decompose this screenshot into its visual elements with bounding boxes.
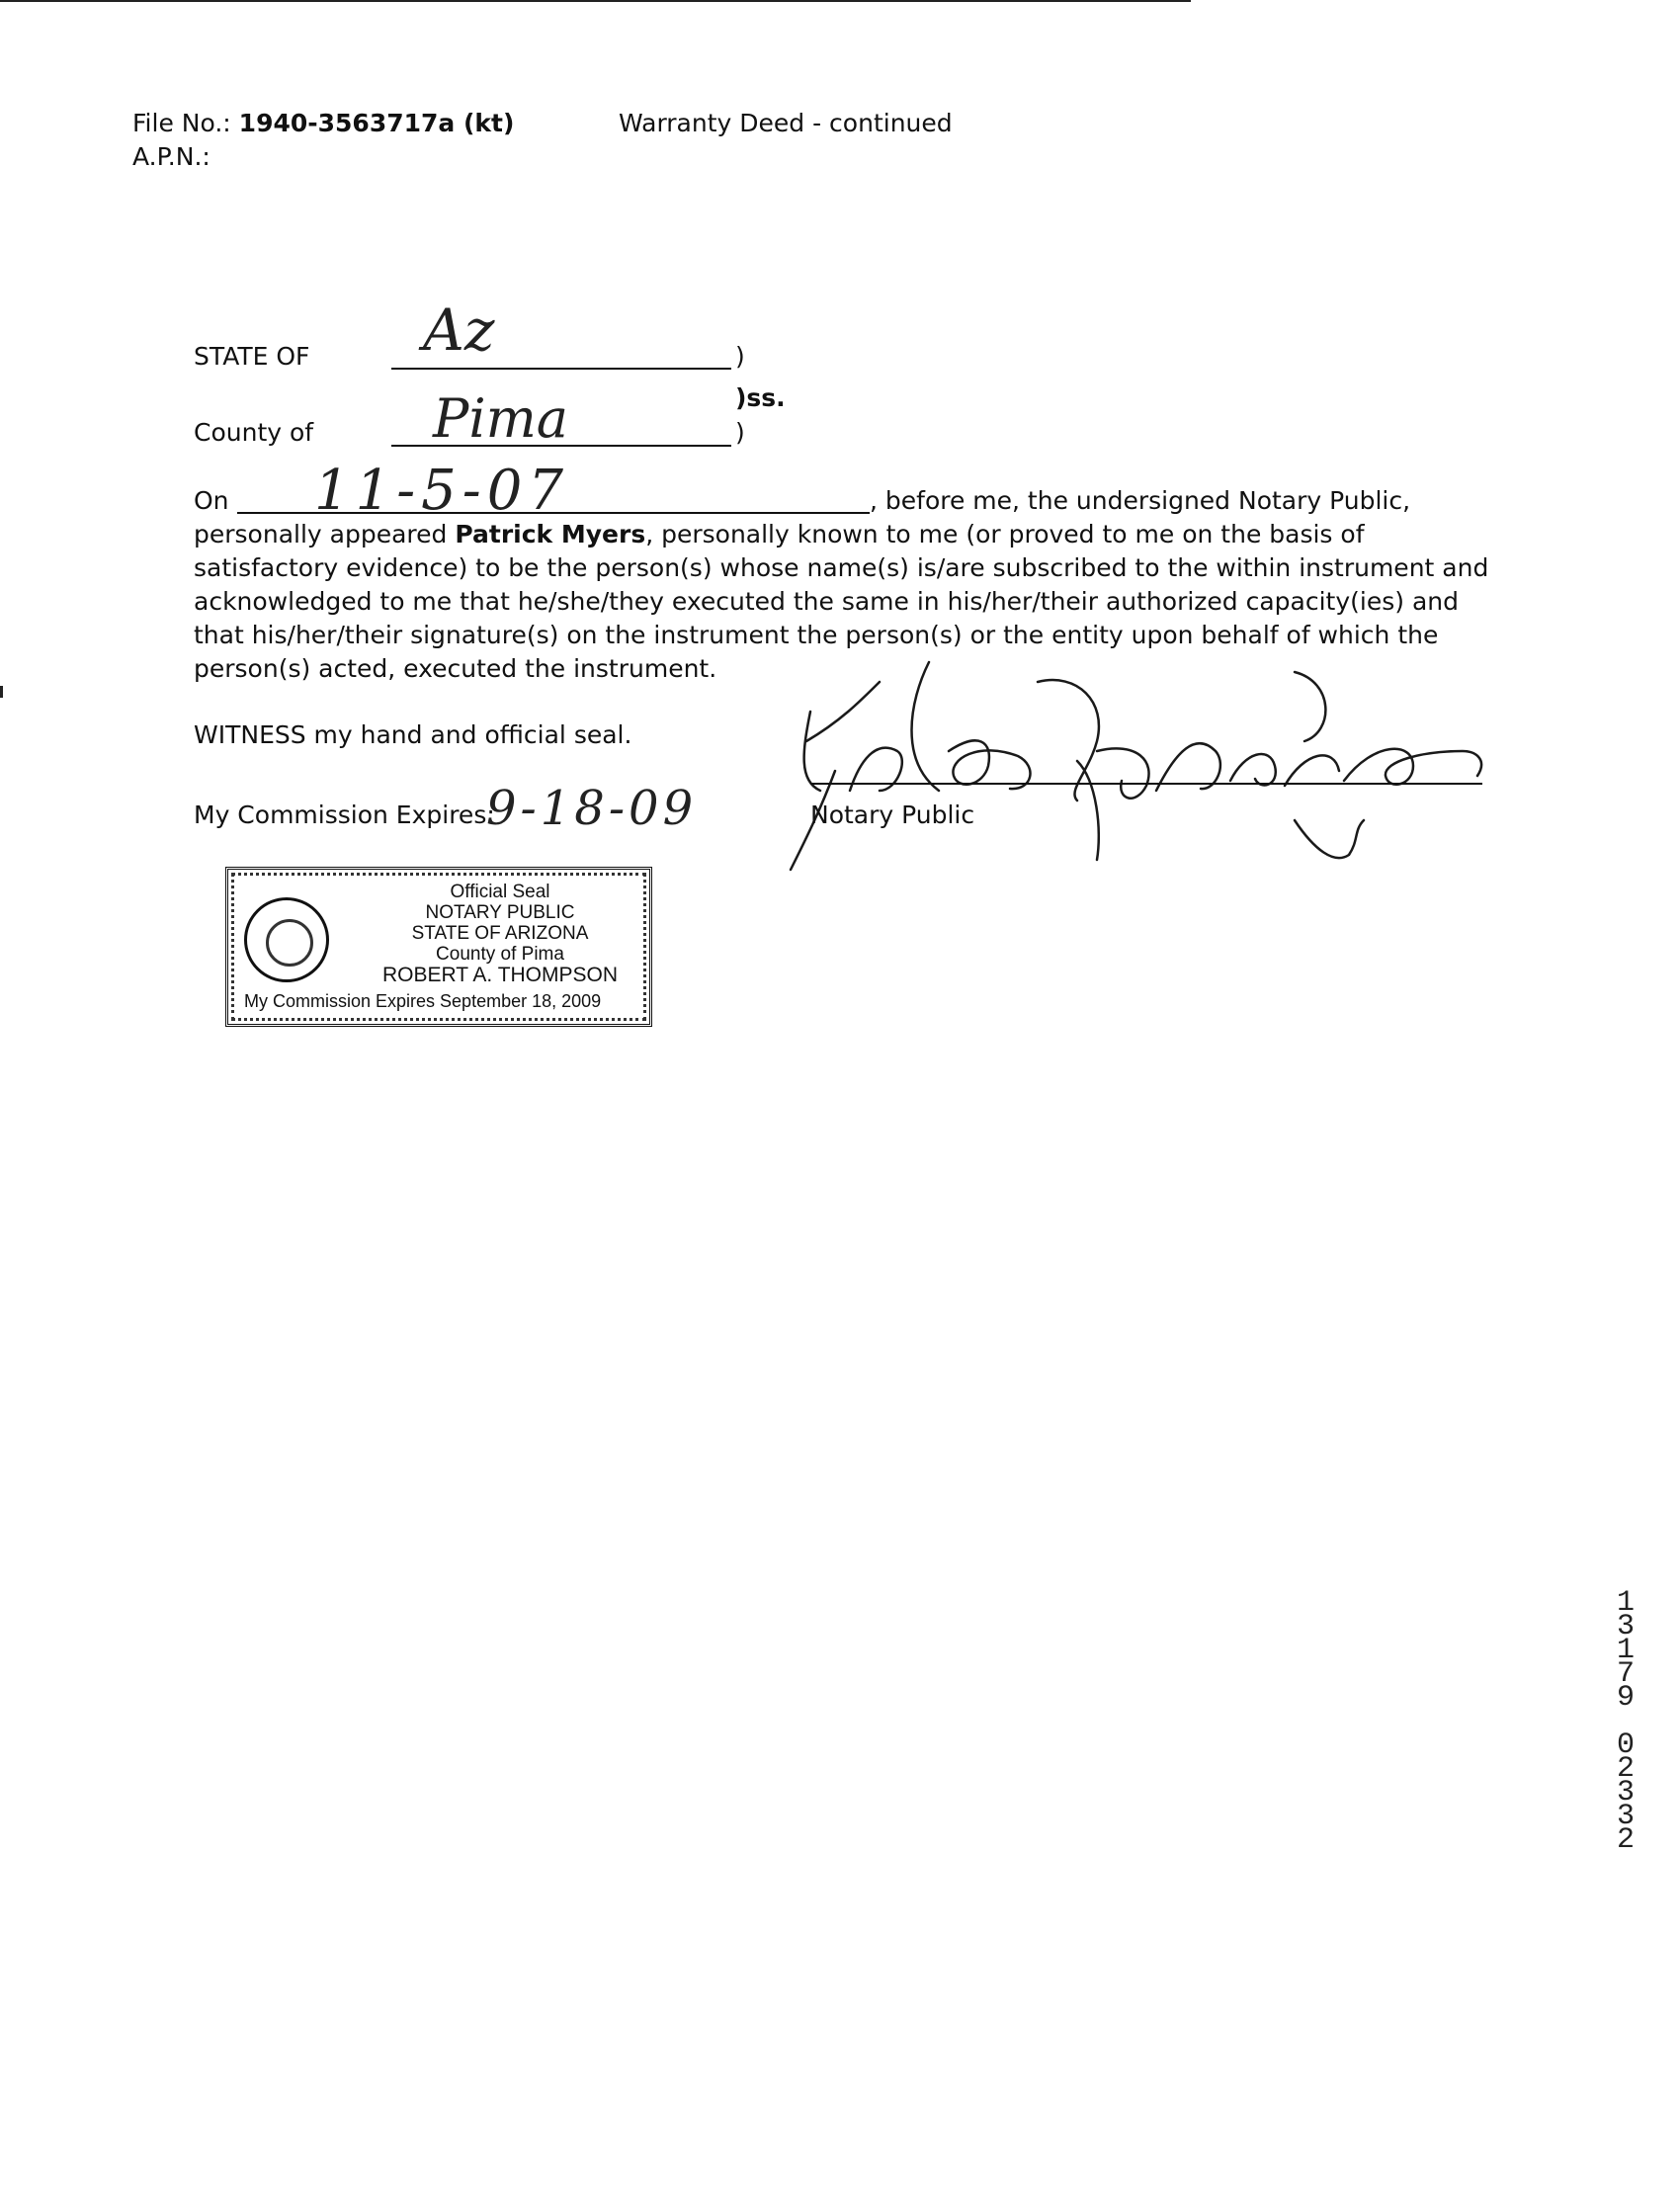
arizona-state-seal-icon: [244, 897, 329, 982]
ack-line2-pre: personally appeared: [194, 520, 456, 548]
ack-line6: person(s) acted, executed the instrument.: [194, 654, 717, 683]
commission-label: My Commission Expires:: [194, 801, 495, 829]
state-handwritten: Az: [423, 296, 495, 364]
state-underline: [391, 368, 731, 370]
ack-line2-post: , personally known to me (or proved to me on the basis of: [645, 520, 1365, 548]
notary-signature: [781, 642, 1492, 880]
recording-digit: 0: [1616, 1728, 1635, 1762]
recording-digit: 7: [1616, 1657, 1635, 1691]
seal-line-6: My Commission Expires September 18, 2009: [244, 991, 602, 1011]
state-paren: ): [735, 342, 745, 371]
recording-digit: 2: [1616, 1823, 1635, 1857]
file-number-label: File No.:: [132, 109, 231, 137]
date-handwritten: 11-5-07: [314, 459, 569, 523]
on-label: On: [194, 486, 229, 515]
seal-line-5: ROBERT A. THOMPSON: [381, 964, 619, 986]
commission-handwritten: 9-18-09: [486, 781, 698, 836]
recording-digit: 2: [1616, 1752, 1635, 1786]
seal-line-4: County of Pima: [436, 944, 564, 965]
ack-line2: [194, 518, 1469, 551]
ack-line1-tail: , before me, the undersigned Notary Public,: [870, 486, 1411, 515]
recording-digit: 1: [1616, 1634, 1635, 1667]
file-number-value: 1940-3563717a (kt): [238, 109, 515, 137]
county-handwritten: Pima: [433, 387, 569, 450]
recording-digit: 3: [1616, 1610, 1635, 1644]
recording-number: [1611, 1586, 1640, 1857]
top-border-line: [0, 0, 1191, 2]
seal-line-2: NOTARY PUBLIC: [425, 902, 575, 923]
state-label: STATE OF: [194, 342, 310, 371]
official-notary-seal: [225, 867, 652, 1027]
ack-line5: that his/her/their signature(s) on the instrument the person(s) or the entity upon behalf of which the: [194, 621, 1439, 649]
scan-mark: [0, 686, 3, 698]
document-title: Warranty Deed - continued: [619, 109, 953, 137]
recording-digit: 1: [1616, 1586, 1635, 1620]
witness-text: WITNESS my hand and official seal.: [194, 720, 632, 749]
ack-line3: satisfactory evidence) to be the person(s) whose name(s) is/are subscribed to the within instrument and: [194, 553, 1489, 582]
file-number: [132, 107, 514, 140]
county-label: County of: [194, 418, 314, 447]
recording-digit: 3: [1616, 1776, 1635, 1810]
recording-digit: 9: [1616, 1681, 1635, 1715]
recording-digit: 3: [1616, 1800, 1635, 1833]
signature-stroke-5: [1295, 672, 1481, 785]
apn-label: A.P.N.:: [132, 142, 210, 171]
signature-line: [810, 783, 1482, 785]
signature-stroke-1: [804, 682, 902, 791]
signer-name: Patrick Myers: [455, 520, 646, 548]
seal-line-3: STATE OF ARIZONA: [411, 923, 589, 944]
county-paren: ): [735, 418, 745, 447]
seal-text-block: [357, 882, 643, 985]
seal-line-1: Official Seal: [450, 882, 550, 902]
ack-line4: acknowledged to me that he/she/they executed the same in his/her/their authorized capacity(ies) and: [194, 587, 1459, 616]
notary-public-label: Notary Public: [810, 801, 975, 829]
ss-label: )ss.: [735, 383, 786, 412]
signature-stroke-2: [912, 662, 1031, 791]
